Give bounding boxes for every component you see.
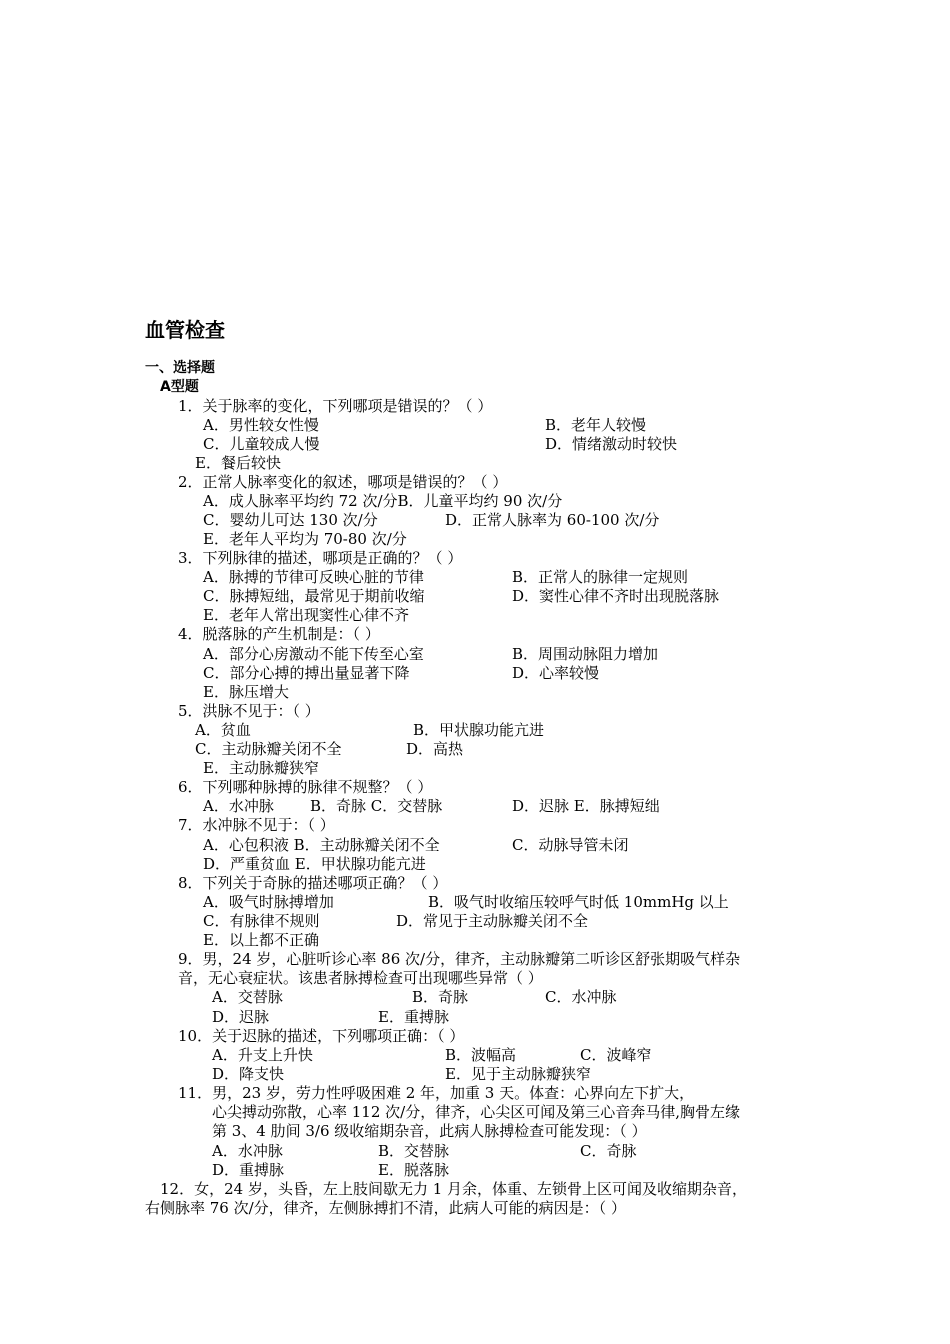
- q12-stem-line2: 右侧脉率 76 次/分，律齐，左侧脉搏扪不清，此病人可能的病因是：（ ）: [145, 1199, 626, 1217]
- q9-stem-line2: 音，无心衰症状。该患者脉搏检查可出现哪些异常（ ）: [178, 969, 543, 987]
- q4-option-e: E．脉压增大: [203, 683, 289, 701]
- q7-option-ab: A．心包积液 B．主动脉瓣关闭不全: [203, 836, 440, 854]
- q9-option-a: A．交替脉: [212, 988, 283, 1006]
- q5-option-a: A．贫血: [195, 721, 251, 739]
- q1-option-e: E．餐后较快: [195, 454, 281, 472]
- q6-stem: 6．下列哪种脉搏的脉律不规整？（ ）: [178, 778, 433, 796]
- q7-option-c: C．动脉导管未闭: [512, 836, 629, 854]
- q3-stem: 3．下列脉律的描述，哪项是正确的？（ ）: [178, 549, 463, 567]
- q11-stem-line1: 11．男，23 岁，劳力性呼吸困难 2 年，加重 3 天。体查：心界向左下扩大，: [178, 1084, 695, 1102]
- q3-option-a: A．脉搏的节律可反映心脏的节律: [203, 568, 424, 586]
- q3-option-e: E．老年人常出现窦性心律不齐: [203, 606, 409, 624]
- q3-option-d: D．窦性心律不齐时出现脱落脉: [512, 587, 720, 605]
- q4-option-a: A．部分心房激动不能下传至心室: [203, 645, 424, 663]
- q7-option-de: D．严重贫血 E．甲状腺功能亢进: [203, 855, 426, 873]
- q8-option-e: E．以上都不正确: [203, 931, 319, 949]
- q9-option-b: B．奇脉: [412, 988, 469, 1006]
- q2-option-c: C．婴幼儿可达 130 次/分: [203, 511, 378, 529]
- q3-option-b: B．正常人的脉律一定规则: [512, 568, 689, 586]
- section-heading: 一、选择题: [145, 360, 215, 376]
- q2-option-d: D．正常人脉率为 60-100 次/分: [445, 511, 660, 529]
- q6-option-de: D．迟脉 E．脉搏短绌: [512, 797, 660, 815]
- q8-option-b: B．吸气时收缩压较呼气时低 10mmHg 以上: [428, 893, 729, 911]
- q1-option-a: A．男性较女性慢: [203, 416, 319, 434]
- q10-stem: 10．关于迟脉的描述，下列哪项正确：（ ）: [178, 1027, 465, 1045]
- q10-option-a: A．升支上升快: [212, 1046, 313, 1064]
- q11-option-c: C．奇脉: [580, 1142, 637, 1160]
- q9-stem-line1: 9．男，24 岁，心脏听诊心率 86 次/分，律齐，主动脉瓣第二听诊区舒张期吸气样杂: [178, 950, 741, 968]
- q5-option-c: C．主动脉瓣关闭不全: [195, 740, 342, 758]
- q3-option-c: C．脉搏短绌，最常见于期前收缩: [203, 587, 425, 605]
- q8-option-a: A．吸气时脉搏增加: [203, 893, 334, 911]
- q11-option-d: D．重搏脉: [212, 1161, 285, 1179]
- q7-stem: 7．水冲脉不见于：（ ）: [178, 816, 335, 834]
- q5-option-b: B．甲状腺功能亢进: [413, 721, 545, 739]
- q10-option-d: D．降支快: [212, 1065, 285, 1083]
- q8-option-c: C．有脉律不规则: [203, 912, 320, 930]
- q5-stem: 5．洪脉不见于：（ ）: [178, 702, 320, 720]
- q6-option-a: A．水冲脉: [203, 797, 274, 815]
- q2-option-ab: A．成人脉率平均约 72 次/分B．儿童平均约 90 次/分: [203, 492, 563, 510]
- q1-stem: 1．关于脉率的变化，下列哪项是错误的？（ ）: [178, 397, 493, 415]
- q4-stem: 4．脱落脉的产生机制是：（ ）: [178, 625, 380, 643]
- q1-option-b: B．老年人较慢: [545, 416, 647, 434]
- page-title: 血管检查: [145, 318, 225, 342]
- q11-option-b: B．交替脉: [378, 1142, 450, 1160]
- q4-option-c: C．部分心搏的搏出量显著下降: [203, 664, 410, 682]
- q1-option-c: C．儿童较成人慢: [203, 435, 320, 453]
- q11-option-a: A．水冲脉: [212, 1142, 283, 1160]
- q10-option-c: C．波峰窄: [580, 1046, 652, 1064]
- q11-stem-line3: 第 3、4 肋间 3/6 级收缩期杂音，此病人脉搏检查可能发现：（ ）: [212, 1122, 647, 1140]
- q9-option-e: E．重搏脉: [378, 1008, 449, 1026]
- q4-option-d: D．心率较慢: [512, 664, 600, 682]
- q4-option-b: B．周围动脉阻力增加: [512, 645, 659, 663]
- q2-option-e: E．老年人平均为 70-80 次/分: [203, 530, 407, 548]
- q11-stem-line2: 心尖搏动弥散，心率 112 次/分，律齐，心尖区可闻及第三心音奔马律,胸骨左缘: [212, 1103, 740, 1121]
- q6-option-bc: B．奇脉 C．交替脉: [310, 797, 443, 815]
- q2-stem: 2．正常人脉率变化的叙述，哪项是错误的？（ ）: [178, 473, 508, 491]
- q10-option-e: E．见于主动脉瓣狭窄: [445, 1065, 591, 1083]
- q8-option-d: D．常见于主动脉瓣关闭不全: [396, 912, 589, 930]
- subsection-heading: A型题: [160, 379, 199, 395]
- q5-option-d: D．高热: [406, 740, 464, 758]
- q9-option-d: D．迟脉: [212, 1008, 270, 1026]
- q5-option-e: E．主动脉瓣狭窄: [203, 759, 319, 777]
- q1-option-d: D．情绪激动时较快: [545, 435, 678, 453]
- q10-option-b: B．波幅高: [445, 1046, 517, 1064]
- q9-option-c: C．水冲脉: [545, 988, 617, 1006]
- q11-option-e: E．脱落脉: [378, 1161, 449, 1179]
- q8-stem: 8．下列关于奇脉的描述哪项正确？（ ）: [178, 874, 448, 892]
- q12-stem-line1: 12．女，24 岁，头昏，左上肢间歇无力 1 月余，体重、左锁骨上区可闻及收缩期杂音，: [160, 1180, 748, 1198]
